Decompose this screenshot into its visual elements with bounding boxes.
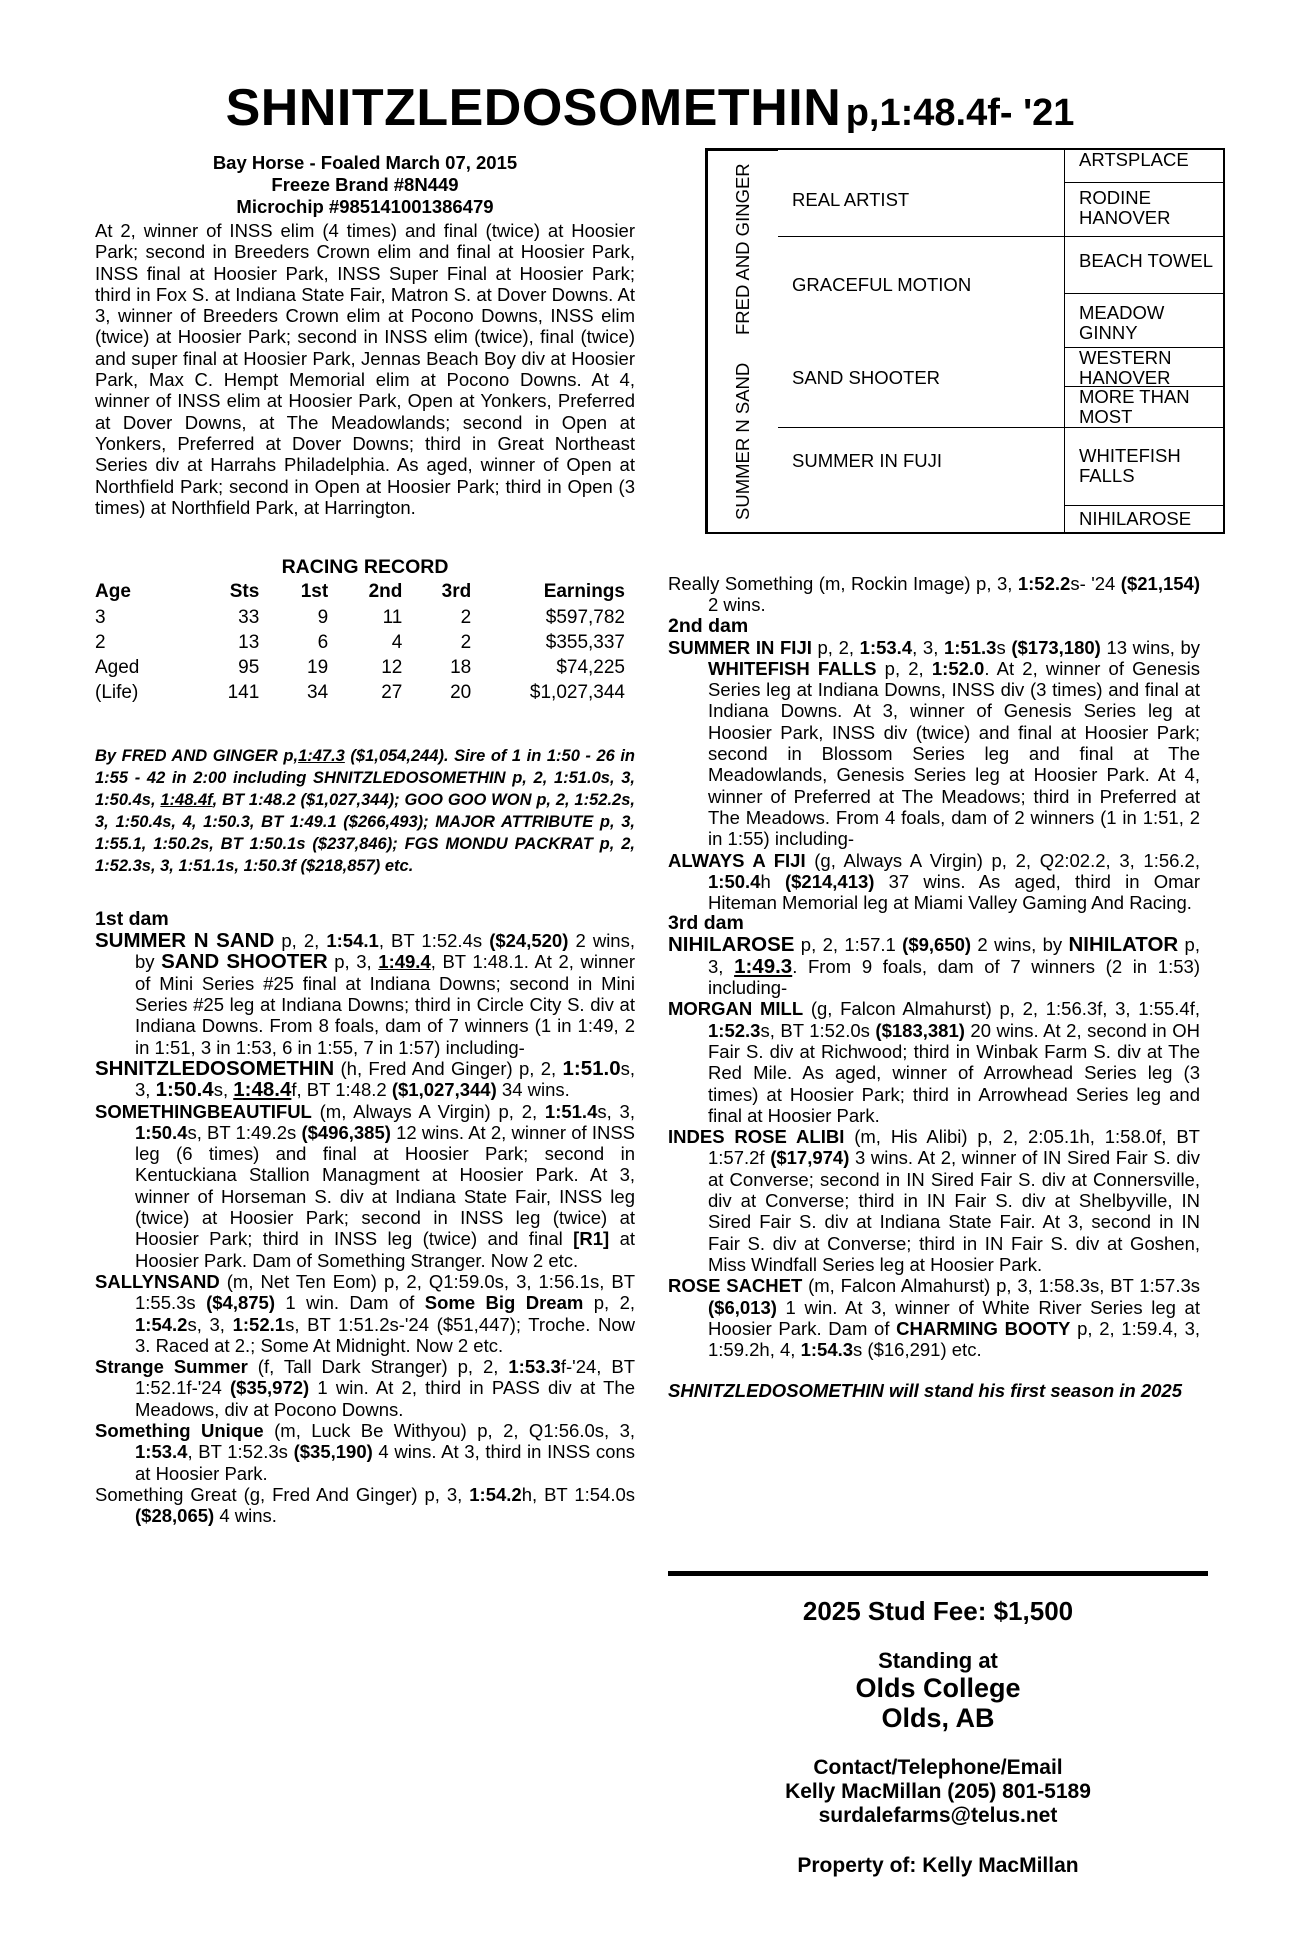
cell: Aged: [95, 657, 140, 679]
time: 1:51.4: [544, 1100, 598, 1122]
text: s,: [213, 1079, 234, 1101]
horse-name: SHNITZLEDOSOMETHIN: [225, 79, 842, 137]
cell: 9: [317, 607, 329, 629]
text: (m, Always A Virgin) p, 2,: [311, 1100, 545, 1122]
text: s, 3,: [187, 1313, 233, 1335]
time: 1:52.2: [1017, 573, 1071, 594]
pedigree-dam: SUMMER N SAND: [707, 348, 778, 534]
offspring-entry: [95, 1484, 635, 1527]
offspring-name: Something Unique: [95, 1419, 264, 1441]
table-row: [95, 655, 625, 680]
pedigree-dam-sire: SAND SHOOTER: [778, 348, 1065, 428]
cell: 2: [460, 632, 472, 654]
time: 1:54.2: [469, 1483, 522, 1505]
time: 1:54.2: [135, 1313, 188, 1335]
right-column: [668, 573, 1200, 1402]
text: 3 wins. At 2, winner of IN Sired Fair S. div at Converse; second in IN Sired Fair S. div at Connersville, div at Converse; third in IN Fair S. div at Shelbyville, IN Sired Fair S. div at Indiana State Fair. At 3, second in IN Fair S. div at Converse; third in IN Fair S. div at Goshen, Miss Windfall Series leg at Hoosier Park.: [708, 1147, 1200, 1275]
text: 2 wins, by: [135, 930, 635, 973]
cell: 141: [227, 682, 260, 704]
text: s- '24: [1070, 573, 1121, 594]
offspring-name: SALLYNSAND: [95, 1270, 220, 1292]
earnings: ($28,065): [135, 1505, 215, 1527]
text: 34 wins.: [496, 1079, 570, 1101]
standing-label: Standing at: [878, 1648, 998, 1673]
table-row: [95, 630, 625, 655]
cell: 20: [450, 682, 472, 704]
first-dam-heading: 1st dam: [95, 908, 169, 931]
standing-place: Olds College: [855, 1673, 1021, 1703]
standing-location: Olds, AB: [881, 1703, 995, 1733]
col-age: Age: [95, 581, 131, 603]
offspring-entry: [95, 1420, 635, 1484]
table-row: [95, 605, 625, 630]
col-1st: 1st: [300, 581, 329, 603]
earnings: ($6,013): [708, 1296, 777, 1318]
cell: $355,337: [545, 632, 625, 654]
text: p, 2,: [811, 636, 860, 658]
contact-name-phone: Kelly MacMillan (205) 801-5189: [785, 1780, 1091, 1803]
text: h: [760, 870, 785, 892]
cell: $597,782: [545, 607, 625, 629]
text: 1 win. Dam of: [275, 1292, 425, 1314]
text: (h, Fred And Ginger) p, 2,: [334, 1057, 563, 1079]
offspring-name: Some Big Dream: [424, 1292, 584, 1314]
dam-sire-name: NIHILATOR: [1068, 933, 1179, 957]
identity-block: [95, 152, 635, 218]
text: 12 wins. At 2, winner of INSS leg (6 times) and final at Hoosier Park; second in Kentuckiana Stallion Managment at Hoosier Park. At 3, winner of Horseman S. div at Indiana State Fair, INSS leg (twice) at Hoosier Park; second in INSS leg (twice) at Hoosier Park; third in INSS leg (twice) and final: [135, 1121, 635, 1250]
col-earnings: Earnings: [543, 581, 625, 603]
cell: 33: [238, 607, 260, 629]
text: 4 wins.: [214, 1505, 277, 1527]
text: 1 win. At 2, third in PASS div at The Meadows, div at Pocono Downs.: [135, 1377, 635, 1420]
text: (f, Tall Dark Stranger) p, 2,: [247, 1356, 509, 1378]
cell: 6: [317, 632, 329, 654]
earnings: ($35,190): [293, 1441, 373, 1463]
time: 1:50.4: [708, 870, 761, 892]
text: at Hoosier Park. Dam of Something Stranger. Now 2 etc.: [135, 1228, 635, 1271]
text: p, 2,: [274, 930, 327, 952]
text: 2 wins.: [708, 594, 766, 616]
text: s, BT 1:51.2s-'24 ($51,447); Troche. Now 3. Raced at 2.; Some At Midnight. Now 2 etc.: [135, 1313, 635, 1356]
first-season-note: SHNITZLEDOSOMETHIN will stand his first season in 2025: [668, 1380, 1182, 1402]
text: (m, Falcon Almahurst) p, 3, 1:58.3s, BT 1:57.3s: [802, 1275, 1200, 1297]
left-column: [95, 152, 635, 1526]
pedigree-dam-dam: SUMMER IN FUJI: [778, 428, 1065, 534]
text: p, 2, 1:57.1: [794, 934, 903, 956]
time: 1:50.4: [135, 1121, 188, 1143]
earnings: ($21,154): [1120, 573, 1200, 594]
offspring-name: ALWAYS A FIJI: [668, 849, 806, 871]
cell: $1,027,344: [529, 682, 625, 704]
text: f-'24, BT 1:52.1f-'24: [135, 1356, 635, 1399]
pedigree-gen3-5: WESTERN HANOVER: [1065, 348, 1223, 387]
pedigree-gen3-7: WHITEFISH FALLS: [1065, 428, 1223, 506]
offspring-name: ROSE SACHET: [668, 1275, 803, 1297]
cell: (Life): [95, 682, 139, 704]
offspring-entry: [668, 1275, 1200, 1360]
sire-text: ($1,054,244). Sire of 1 in 1:50 - 26 in 1:55 - 42 in 2:00 including SHNITZLEDOSOMETHIN p, 2, 1:51.0s, 3, 1:50.4s,: [95, 747, 635, 810]
time: 1:50.4: [155, 1078, 214, 1102]
dam-sire-name: WHITEFISH FALLS: [708, 657, 877, 679]
text: 4 wins. At 3, third in INSS cons at Hoosier Park.: [135, 1441, 635, 1484]
time: 1:51.3: [943, 636, 997, 658]
section-divider: [668, 1571, 1208, 1576]
earnings: ($1,027,344): [391, 1079, 497, 1101]
col-sts: Sts: [229, 581, 260, 603]
text: , 3,: [912, 636, 944, 658]
text: 37 wins. As aged, third in Omar Hiteman Memorial leg at Miami Valley Gaming And Racing.: [708, 870, 1200, 914]
pedigree-gen3-4: MEADOW GINNY: [1065, 294, 1223, 348]
text: (g, Always A Virgin) p, 2, Q2:02.2, 3, 1:56.2,: [805, 849, 1200, 871]
offspring-entry: [95, 1356, 635, 1420]
offspring-name: Strange Summer: [95, 1356, 248, 1378]
offspring-entry: [95, 1058, 635, 1101]
pedigree-gen3-6: MORE THAN MOST: [1065, 387, 1223, 428]
offspring-name: CHARMING BOOTY: [896, 1317, 1071, 1339]
text: . From 9 foals, dam of 7 winners (2 in 1:53) including-: [708, 955, 1200, 999]
sire-text: By FRED AND GINGER p,: [95, 747, 299, 766]
text: p, 2,: [876, 657, 932, 679]
earnings: ($24,520): [489, 930, 569, 952]
race-bio: At 2, winner of INSS elim (4 times) and final (twice) at Hoosier Park; second in Breeders Crown elim and final at Hoosier Park, INSS final at Hoosier Park, INSS Super Final at Hoosier Park; third in Fox S. at Indiana State Fair, Matron S. at Dover Downs. At 3, winner of Breeders Crown elim at Pocono Downs, INSS elim (twice) at Hoosier Park; second in INSS elim (twice), final (twice) and super final at Hoosier Park, Jennas Beach Boy div at Hoosier Park, Max C. Hempt Memorial elim at Pocono Downs. At 4, winner of INSS elim at Hoosier Park, Open at Yonkers, Preferred at Dover Downs, at The Meadowlands; second in Open at Yonkers, Preferred at Dover Downs; third in Great Northeast Series div at Harrahs Philadelphia. As aged, winner of Open at Northfield Park; second in Open at Hoosier Park; third in Open (3 times) at Northfield Park, at Harrington.: [95, 220, 635, 518]
time: 1:52.1: [232, 1313, 286, 1335]
property-of: Property of: Kelly MacMillan: [797, 1854, 1079, 1877]
time: 1:54.1: [326, 930, 379, 952]
text: (m, His Alibi) p, 2, 2:05.1h, 1:58.0f, BT 1:57.2f: [708, 1126, 1200, 1169]
text: s, 3,: [597, 1100, 635, 1122]
page-title: [0, 78, 1300, 138]
table-header-row: [95, 579, 625, 605]
text: 20 wins. At 2, second in OH Fair S. div at Richwood; third in Winbak Farm S. div at The Red Mile. As aged, winner of Arrowhead Series leg (3 times) at Hoosier Park; third in Arrowhead Series leg and final at Hoosier Park.: [708, 1019, 1200, 1126]
earnings: ($9,650): [902, 934, 972, 956]
text: (g, Falcon Almahurst) p, 2, 1:56.3f, 3, 1:55.4f,: [803, 998, 1200, 1020]
offspring-entry: [668, 850, 1200, 914]
earnings: ($17,974): [770, 1147, 850, 1169]
cell: $74,225: [556, 657, 625, 679]
dam-name: NIHILAROSE: [668, 933, 795, 957]
dam-name: SUMMER IN FIJI: [668, 636, 812, 658]
text: p, 2,: [583, 1292, 636, 1314]
cell: 27: [381, 682, 403, 704]
sire-text: , BT 1:48.2 ($1,027,344); GOO GOO WON p, 2, 1:52.2s, 3, 1:50.4s, 4, 1:50.3, BT 1:49.1 ($266,493); MAJOR ATTRIBUTE p, 3, 1:55.1, 1:50.2s, BT 1:50.1s ($237,846); FGS MONDU PACKRAT p, 2, 1:52.3s, 3, 1:51.1s, 1:50.3f ($218,857) etc.: [95, 791, 635, 876]
col-2nd: 2nd: [368, 581, 403, 603]
offspring-name: INDES ROSE ALIBI: [668, 1126, 845, 1148]
cell: 11: [382, 607, 403, 629]
pedigree-chart: [705, 148, 1225, 534]
foaled-line: Bay Horse - Foaled March 07, 2015: [212, 152, 518, 173]
earnings: ($183,381): [875, 1019, 965, 1041]
offspring-entry: [95, 1271, 635, 1356]
cell: 19: [307, 657, 329, 679]
second-dam-heading: 2nd dam: [668, 614, 749, 637]
earnings: ($496,385): [301, 1121, 391, 1143]
offspring-entry: [668, 573, 1200, 616]
time: 1:48.4: [233, 1078, 292, 1102]
earnings: ($214,413): [784, 870, 875, 892]
cell: 12: [381, 657, 403, 679]
text: , BT 1:52.4s: [378, 930, 490, 952]
time: 1:51.0: [562, 1056, 621, 1080]
text: 13 wins, by: [1100, 636, 1201, 658]
time: 1:53.3: [508, 1356, 561, 1378]
text: h, BT 1:54.0s: [521, 1483, 635, 1505]
time: 1:49.4: [378, 951, 431, 973]
cell: 2: [460, 607, 472, 629]
offspring-name: SOMETHINGBEAUTIFUL: [95, 1100, 312, 1122]
sire-record: 1:48.4f: [160, 791, 213, 810]
earnings: ($4,875): [206, 1292, 275, 1314]
pedigree-gen3-2: RODINE HANOVER: [1065, 183, 1223, 237]
time: 1:54.3: [800, 1339, 854, 1361]
time: 1:53.4: [859, 636, 913, 658]
col-3rd: 3rd: [441, 581, 472, 603]
contact-email: surdalefarms@telus.net: [818, 1804, 1058, 1827]
time: 1:52.3: [708, 1019, 761, 1041]
pedigree-gen3-3: BEACH TOWEL: [1065, 237, 1223, 294]
cell: 18: [450, 657, 472, 679]
cell: 2: [95, 632, 106, 654]
freeze-brand-line: Freeze Brand #8N449: [271, 174, 459, 195]
pedigree-sire-dam: GRACEFUL MOTION: [778, 237, 1065, 348]
text: , BT 1:48.1. At 2, winner of Mini Series #25 final at Indiana Downs; second in Mini Series #25 leg at Indiana Downs; third in Circle City S. div at Indiana Downs. From 8 foals, dam of 7 winners (1 in 1:49, 2 in 1:51, 3 in 1:53, 6 in 1:55, 7 in 1:57) including-: [135, 951, 636, 1058]
text: 2 wins, by: [971, 934, 1069, 956]
text: s: [996, 636, 1012, 658]
third-dam-entry: [668, 934, 1200, 998]
pedigree-gen3-1: ARTSPLACE: [1065, 150, 1223, 183]
earnings: ($173,180): [1011, 636, 1101, 658]
text: (g, Fred And Ginger) p, 3,: [236, 1483, 470, 1505]
pedigree-sire-sire: REAL ARTIST: [778, 150, 1065, 237]
text: (m, Net Ten Eom) p, 2, Q1:59.0s, 3, 1:56.1s, BT 1:55.3s: [135, 1270, 635, 1314]
cell: 34: [307, 682, 329, 704]
cell: 4: [391, 632, 403, 654]
text: s, BT 1:49.2s: [187, 1121, 302, 1143]
second-dam-entry: [668, 637, 1200, 850]
text: f, BT 1:48.2: [291, 1079, 392, 1101]
dam-sire-name: SAND SHOOTER: [161, 950, 328, 974]
text: Really Something (m, Rockin Image) p, 3,: [668, 573, 1018, 594]
offspring-name: SHNITZLEDOSOMETHIN: [95, 1056, 335, 1080]
earnings: ($35,972): [230, 1377, 310, 1399]
text: p, 3,: [708, 934, 1200, 977]
text: s, 3,: [135, 1057, 635, 1101]
text: [R1]: [573, 1228, 610, 1250]
pedigree-sire: FRED AND GINGER: [707, 150, 778, 348]
cell: 13: [238, 632, 260, 654]
horse-record: p,1:48.4f- '21: [845, 92, 1075, 134]
text: , BT 1:52.3s: [187, 1441, 294, 1463]
time: 1:53.4: [135, 1441, 188, 1463]
racing-record-table: [95, 579, 625, 705]
sire-summary: [95, 745, 635, 877]
text: p, 2, 1:59.4, 3, 1:59.2h, 4,: [708, 1317, 1200, 1361]
table-row: [95, 680, 625, 705]
cell: 3: [95, 607, 106, 629]
time: 1:49.3: [734, 954, 793, 978]
microchip-line: Microchip #985141001386479: [236, 196, 494, 217]
text: . At 2, winner of Genesis Series leg at Indiana Downs, INSS div (3 times) and final at Indiana Downs. At 3, winner of Genesis Series leg at Hoosier Park, INSS div (twice) and final at Hoosier Park; second in Blossom Series leg and final at The Meadowlands, Genesis Series leg at Hoosier Park. At 4, winner of Preferred at The Meadows; third in Preferred at The Meadows. From 4 foals, dam of 2 winners (1 in 1:51, 2 in 1:55) including-: [708, 657, 1201, 850]
pedigree-gen3-8: NIHILAROSE: [1079, 508, 1192, 529]
sire-record: 1:47.3: [298, 747, 345, 766]
dam-name: SUMMER N SAND: [95, 929, 275, 953]
offspring-entry: [668, 1126, 1200, 1275]
racing-record-title: RACING RECORD: [281, 556, 449, 579]
text: p, 3,: [327, 951, 379, 973]
offspring-name: Something Great: [95, 1483, 237, 1505]
third-dam-heading: 3rd dam: [668, 912, 744, 935]
offspring-name: MORGAN MILL: [668, 998, 804, 1020]
text: s ($16,291) etc.: [853, 1339, 982, 1361]
first-dam-entry: [95, 930, 635, 1058]
time: 1:52.0: [931, 657, 985, 679]
offspring-entry: [668, 998, 1200, 1126]
contact-label: Contact/Telephone/Email: [813, 1756, 1063, 1779]
offspring-entry: [95, 1101, 635, 1271]
cell: 95: [238, 657, 260, 679]
text: (m, Luck Be Withyou) p, 2, Q1:56.0s, 3,: [263, 1419, 635, 1441]
text: 1 win. At 3, winner of White River Series leg at Hoosier Park. Dam of: [708, 1296, 1200, 1339]
text: s, BT 1:52.0s: [760, 1019, 876, 1041]
stud-fee: 2025 Stud Fee: $1,500: [802, 1596, 1074, 1626]
